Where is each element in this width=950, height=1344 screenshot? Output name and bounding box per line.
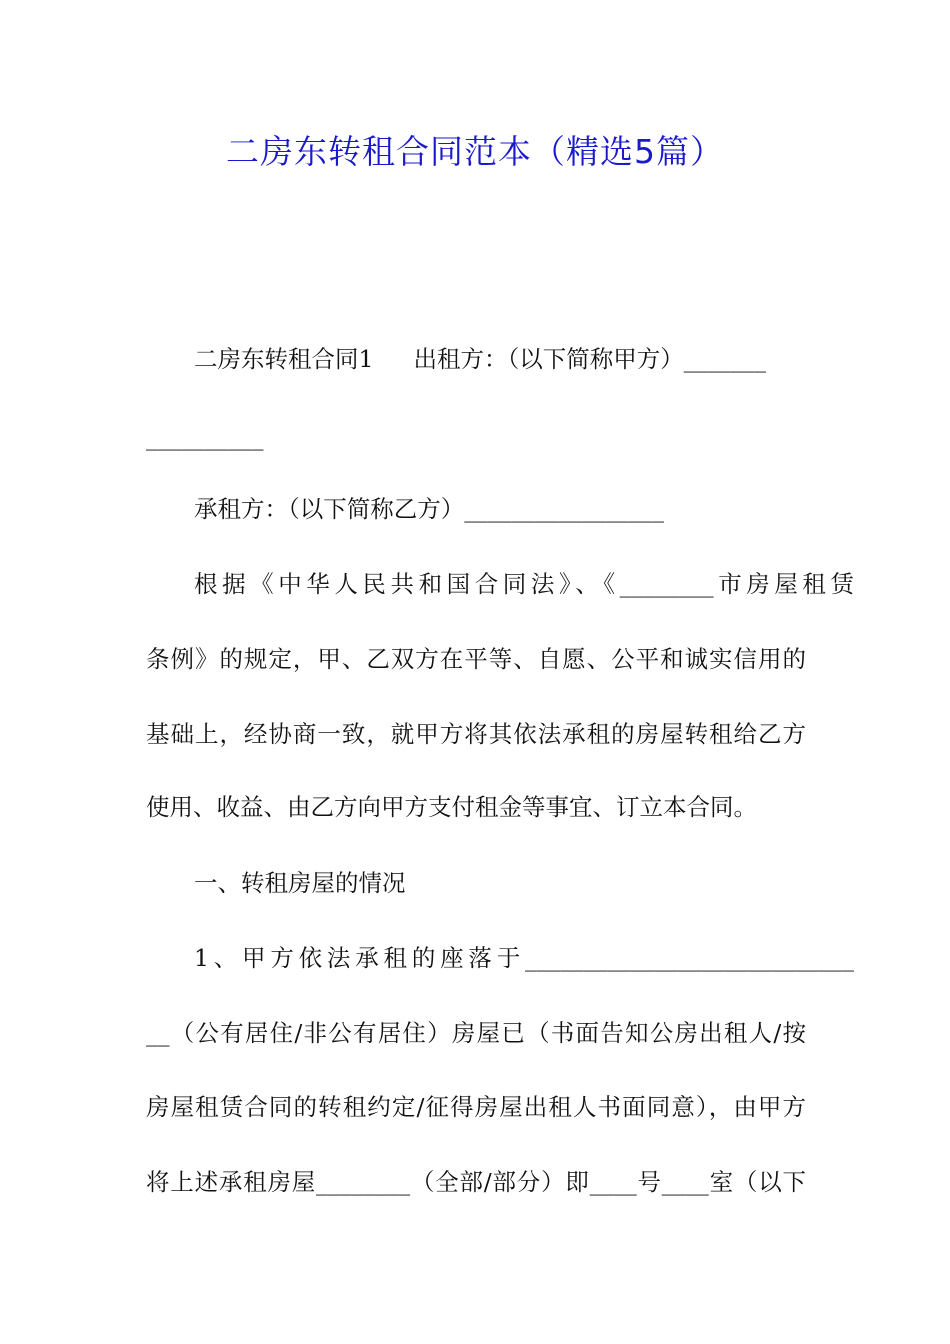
paragraph-line-2: __________	[146, 423, 264, 451]
paragraph-line-1	[146, 341, 854, 377]
paragraph-line-12: 将上述承租房屋________（全部/部分）即____号____室（以下	[146, 1168, 806, 1196]
contract-heading: 二房东转租合同1	[194, 345, 374, 373]
paragraph-line-11: 房屋租赁合同的转租约定/征得房屋出租人书面同意），由甲方	[146, 1093, 806, 1121]
paragraph-line-7: 使用、收益、由乙方向甲方支付租金等事宜、订立本合同。	[146, 793, 757, 821]
lessor-field: 出租方：（以下简称甲方）_______	[413, 345, 766, 373]
section-heading: 一、转租房屋的情况	[194, 869, 406, 897]
document-title: 二房东转租合同范本（精选5篇）	[226, 132, 724, 171]
paragraph-line-4: 根据《中华人民共和国合同法》、《________市房屋租赁	[194, 570, 854, 598]
paragraph-line-6: 基础上，经协商一致，就甲方将其依法承租的房屋转租给乙方	[146, 720, 806, 748]
paragraph-line-10: __（公有居住/非公有居住）房屋已（书面告知公房出租人/按	[146, 1019, 806, 1047]
paragraph-line-5: 条例》的规定，甲、乙双方在平等、自愿、公平和诚实信用的	[146, 645, 806, 673]
paragraph-line-9: 1、甲方依法承租的座落于____________________________	[194, 944, 854, 972]
lessee-field: 承租方：（以下简称乙方）_________________	[194, 495, 664, 523]
